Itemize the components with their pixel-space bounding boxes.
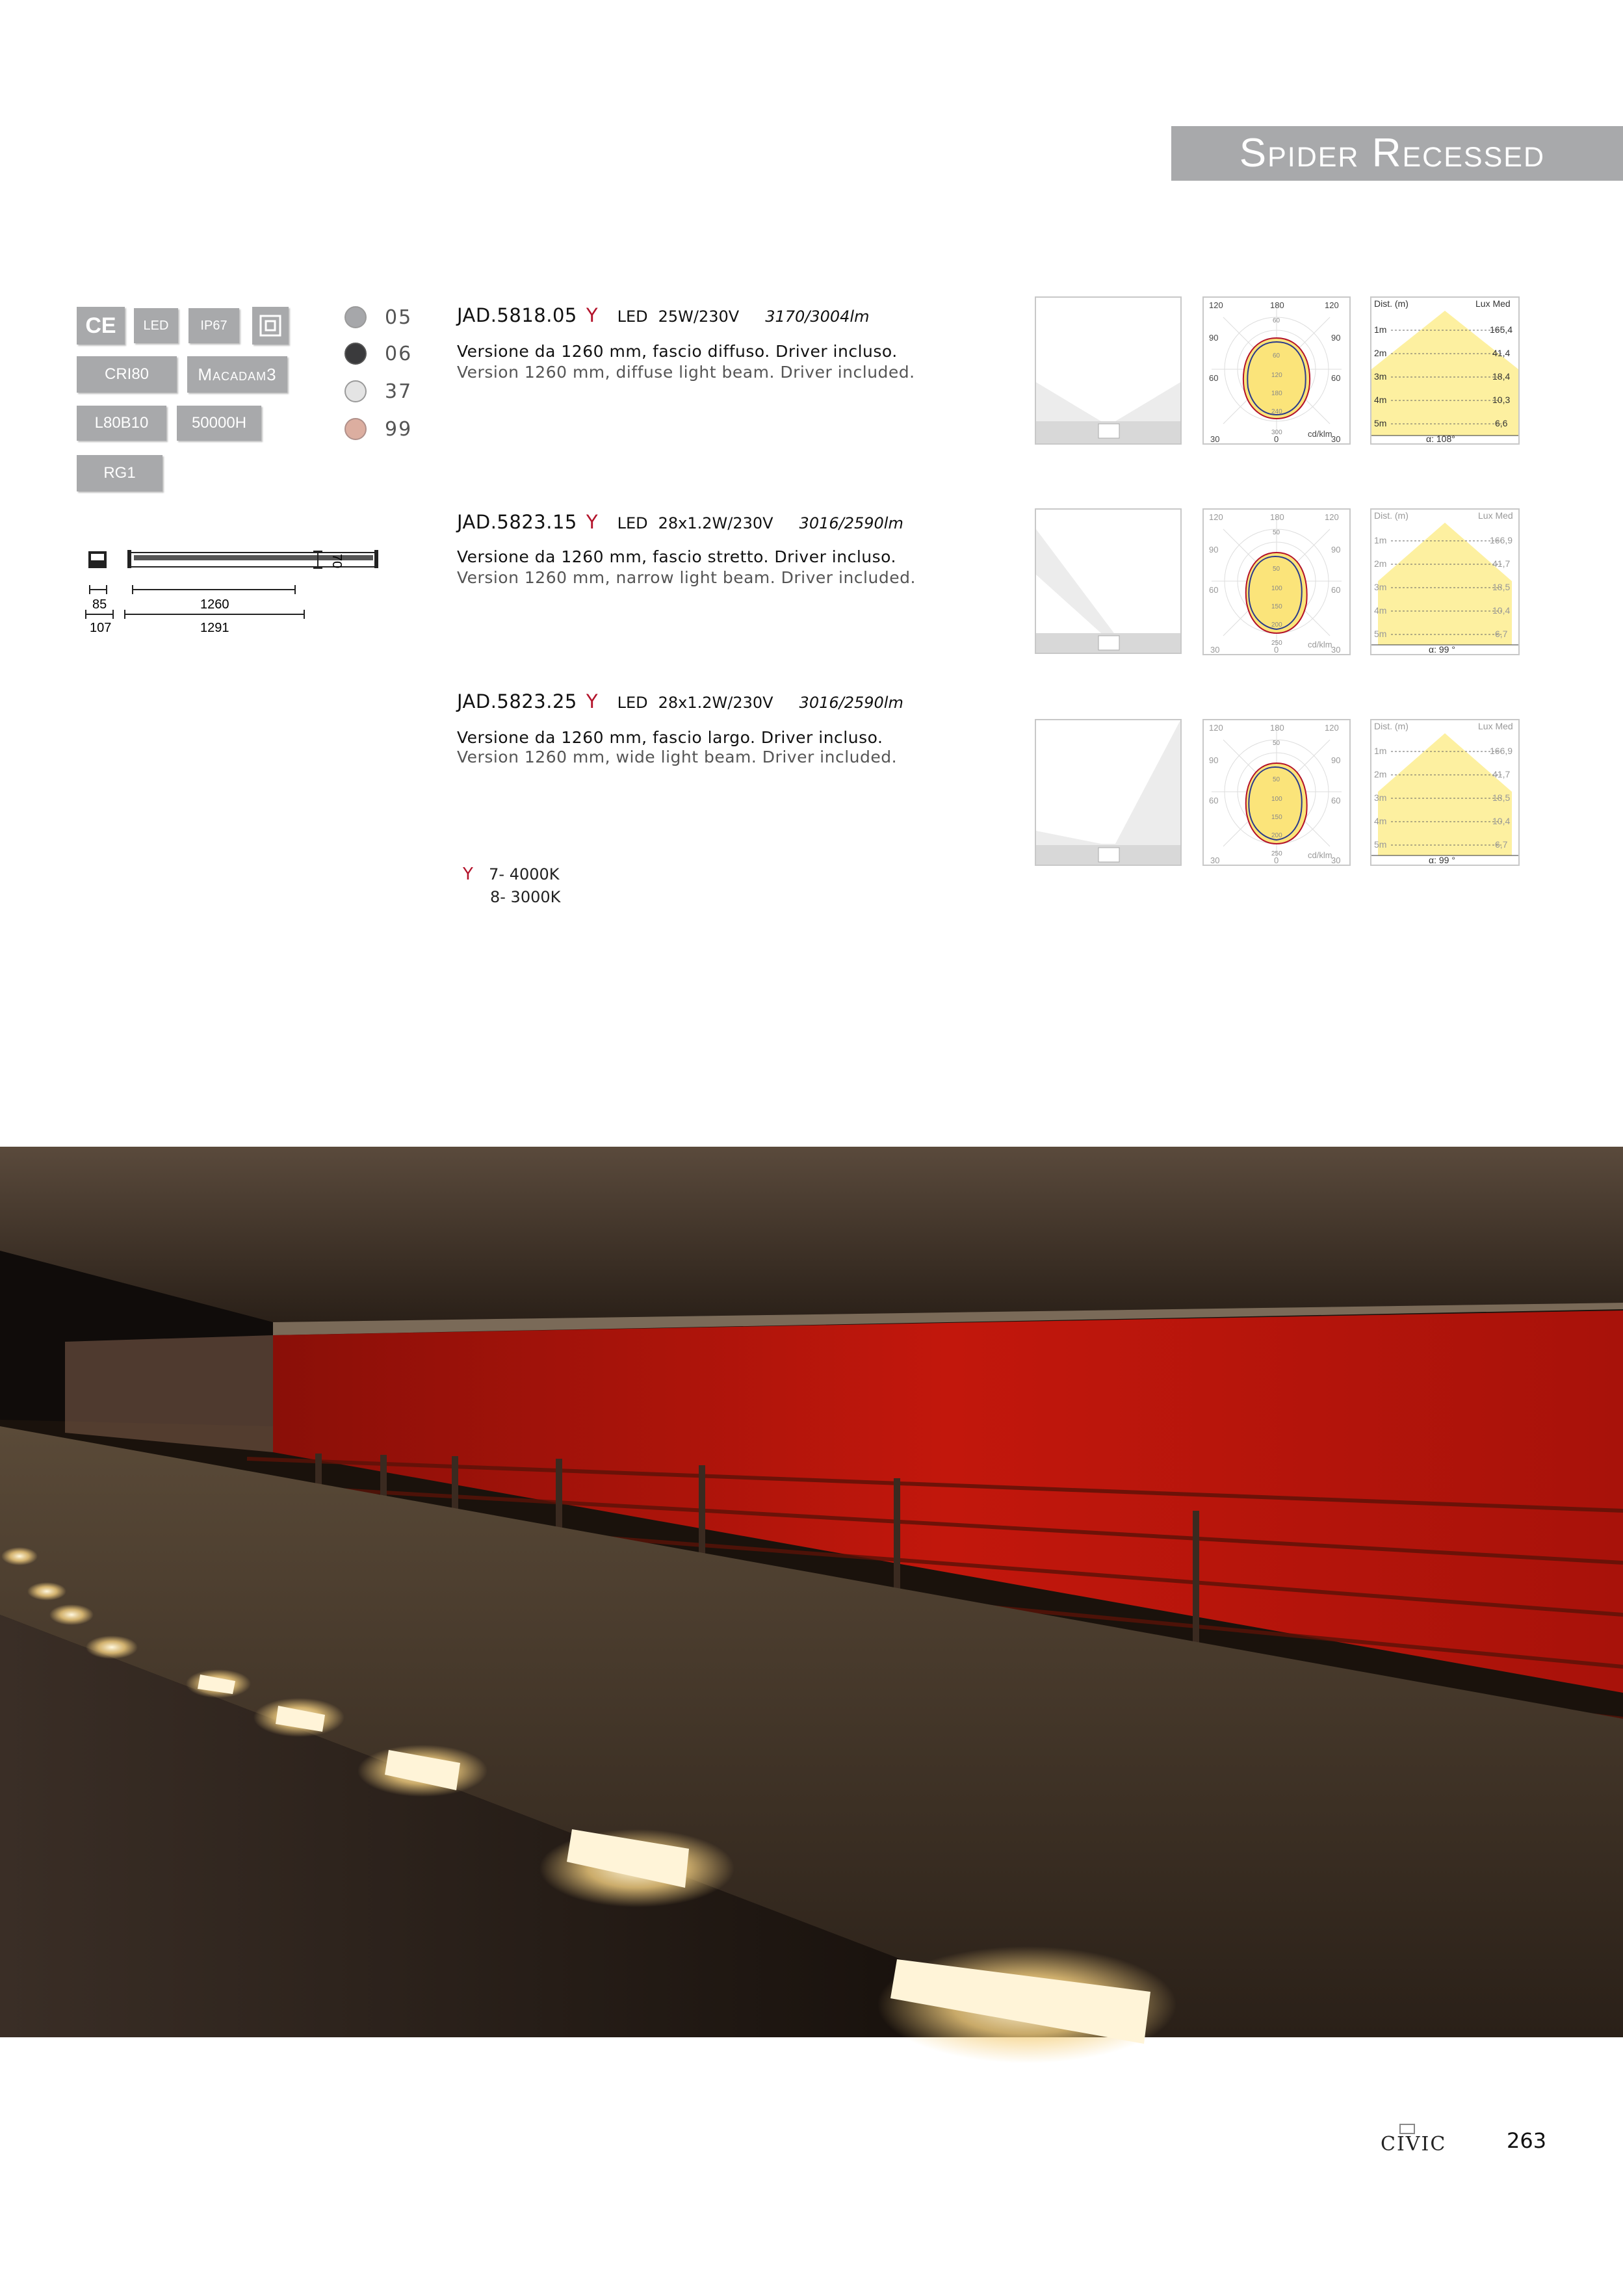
civic-logo	[1381, 2124, 1447, 2157]
svg-text:30: 30	[1331, 645, 1341, 655]
beam-diagram-wide	[1035, 719, 1182, 866]
finish-05: 05	[344, 304, 412, 330]
svg-text:60: 60	[1331, 373, 1341, 383]
page-number: 263	[1507, 2128, 1547, 2153]
finish-swatch	[344, 380, 367, 402]
svg-text:18,4: 18,4	[1492, 371, 1511, 382]
width-label: 85	[92, 597, 107, 612]
svg-text:4m: 4m	[1374, 816, 1387, 826]
svg-text:1m: 1m	[1374, 535, 1387, 545]
svg-text:41,4: 41,4	[1492, 348, 1511, 358]
svg-text:6,7: 6,7	[1495, 629, 1508, 639]
svg-text:200: 200	[1271, 832, 1282, 839]
outer-length-label: 1291	[200, 621, 229, 635]
product-description-it: Versione da 1260 mm, fascio stretto. Driver incluso.	[457, 547, 896, 566]
beam-diagram-diffuse	[1035, 296, 1182, 445]
led-badge: LED	[134, 308, 178, 343]
svg-text:6,7: 6,7	[1495, 839, 1508, 850]
svg-text:180: 180	[1271, 390, 1282, 397]
svg-text:100: 100	[1271, 796, 1282, 803]
svg-text:180: 180	[1270, 300, 1284, 310]
svg-text:3m: 3m	[1374, 371, 1387, 382]
svg-text:5m: 5m	[1374, 629, 1387, 639]
macadam-badge: Macadam3	[187, 356, 287, 393]
finish-swatch	[344, 343, 367, 365]
svg-text:30: 30	[1210, 855, 1220, 865]
svg-text:50: 50	[1273, 566, 1280, 573]
svg-text:120: 120	[1209, 723, 1223, 733]
svg-text:41,7: 41,7	[1492, 769, 1511, 779]
svg-text:50: 50	[1273, 529, 1280, 536]
svg-text:50: 50	[1273, 740, 1280, 747]
length-label: 1260	[200, 597, 229, 612]
svg-text:180: 180	[1270, 723, 1284, 733]
svg-text:10,3: 10,3	[1492, 395, 1511, 405]
svg-text:60: 60	[1209, 796, 1219, 805]
svg-text:10,4: 10,4	[1492, 605, 1511, 616]
polar-diagram	[1202, 719, 1351, 866]
svg-text:30: 30	[1331, 434, 1341, 444]
svg-text:90: 90	[1331, 333, 1341, 343]
svg-text:2m: 2m	[1374, 769, 1387, 779]
svg-text:2m: 2m	[1374, 558, 1387, 569]
finish-swatch	[344, 418, 367, 440]
svg-text:300: 300	[1271, 429, 1282, 436]
svg-text:α: 108°: α: 108°	[1426, 434, 1455, 444]
color-temp-legend: Y 7- 4000K	[463, 865, 560, 884]
svg-text:Dist. (m): Dist. (m)	[1374, 721, 1409, 731]
svg-text:5m: 5m	[1374, 839, 1387, 850]
outer-width-label: 107	[90, 621, 112, 635]
svg-text:166,9: 166,9	[1490, 746, 1513, 756]
svg-text:250: 250	[1271, 640, 1282, 647]
svg-text:90: 90	[1331, 545, 1341, 554]
svg-text:Dist. (m): Dist. (m)	[1374, 298, 1409, 309]
svg-text:60: 60	[1209, 585, 1219, 595]
svg-text:240: 240	[1271, 408, 1282, 415]
svg-text:60: 60	[1209, 373, 1219, 383]
lux-cone-diagram	[1370, 719, 1520, 866]
svg-text:0: 0	[1274, 645, 1279, 655]
svg-text:165,4: 165,4	[1490, 324, 1513, 335]
svg-text:30: 30	[1210, 645, 1220, 655]
product-description-it: Versione da 1260 mm, fascio diffuso. Driver incluso.	[457, 342, 898, 361]
svg-text:60: 60	[1273, 317, 1280, 324]
svg-text:90: 90	[1209, 333, 1219, 343]
finish-06: 06	[344, 341, 412, 367]
product-description-en: Version 1260 mm, wide light beam. Driver included.	[457, 748, 898, 766]
svg-text:3m: 3m	[1374, 792, 1387, 803]
lux-cone-diagram	[1370, 508, 1520, 655]
svg-text:180: 180	[1270, 512, 1284, 522]
svg-text:166,9: 166,9	[1490, 535, 1513, 545]
svg-text:6,6: 6,6	[1495, 418, 1508, 428]
beam-diagram-narrow	[1035, 508, 1182, 654]
color-temp-option: 8- 3000K	[490, 888, 561, 906]
svg-text:60: 60	[1331, 585, 1341, 595]
svg-text:60: 60	[1273, 352, 1280, 359]
product-header: JAD.5823.25 Y LED 28x1.2W/230V 3016/2590lm	[457, 690, 903, 712]
svg-text:30: 30	[1210, 434, 1220, 444]
installation-photo	[0, 1147, 1623, 2037]
polar-diagram	[1202, 296, 1351, 445]
svg-text:100: 100	[1271, 585, 1282, 592]
svg-text:90: 90	[1209, 755, 1219, 765]
svg-text:120: 120	[1209, 512, 1223, 522]
svg-text:50: 50	[1273, 776, 1280, 783]
svg-text:cd/klm: cd/klm	[1308, 850, 1332, 860]
svg-text:90: 90	[1209, 545, 1219, 554]
ce-mark-badge: CE	[77, 307, 125, 345]
svg-text:90: 90	[1331, 755, 1341, 765]
finish-swatch	[344, 306, 367, 328]
dimension-drawing	[78, 546, 351, 637]
product-header: JAD.5818.05 Y LED 25W/230V 3170/3004lm	[457, 304, 870, 326]
page-title-banner	[1171, 126, 1623, 181]
svg-text:150: 150	[1271, 814, 1282, 821]
svg-text:10,4: 10,4	[1492, 816, 1511, 826]
polar-diagram	[1202, 508, 1351, 655]
lux-cone-diagram	[1370, 296, 1520, 445]
svg-text:Lux Med: Lux Med	[1478, 721, 1513, 731]
svg-text:cd/klm: cd/klm	[1308, 429, 1332, 439]
class-ii-icon	[252, 307, 289, 345]
svg-text:2m: 2m	[1374, 348, 1387, 358]
svg-text:120: 120	[1325, 723, 1339, 733]
svg-text:Lux Med: Lux Med	[1478, 510, 1513, 521]
l80b10-badge: L80B10	[77, 406, 166, 441]
brand-name: CIVIC	[1381, 2133, 1447, 2156]
svg-text:18,5: 18,5	[1492, 582, 1511, 592]
svg-text:4m: 4m	[1374, 605, 1387, 616]
product-description-en: Version 1260 mm, narrow light beam. Driver included.	[457, 568, 916, 587]
product-header: JAD.5823.15 Y LED 28x1.2W/230V 3016/2590lm	[457, 511, 903, 533]
rg1-badge: RG1	[77, 455, 162, 491]
svg-text:150: 150	[1271, 603, 1282, 610]
svg-text:250: 250	[1271, 850, 1282, 857]
svg-text:200: 200	[1271, 621, 1282, 629]
cri-badge: CRI80	[77, 356, 177, 393]
svg-text:3m: 3m	[1374, 582, 1387, 592]
svg-text:30: 30	[1331, 855, 1341, 865]
svg-text:0: 0	[1274, 434, 1279, 444]
svg-text:41,7: 41,7	[1492, 558, 1511, 569]
svg-text:60: 60	[1331, 796, 1341, 805]
svg-text:1m: 1m	[1374, 324, 1387, 335]
hours-badge: 50000H	[177, 406, 261, 441]
finish-99: 99	[344, 416, 412, 442]
ip67-badge: IP67	[188, 308, 239, 343]
svg-text:4m: 4m	[1374, 395, 1387, 405]
product-description-en: Version 1260 mm, diffuse light beam. Driver included.	[457, 363, 915, 382]
svg-text:120: 120	[1209, 300, 1223, 310]
page-title: Spider Recessed	[1239, 131, 1545, 176]
finish-37: 37	[344, 378, 412, 404]
height-label: 70	[330, 554, 344, 569]
svg-text:120: 120	[1325, 300, 1339, 310]
product-description-it: Versione da 1260 mm, fascio largo. Driver incluso.	[457, 728, 883, 747]
svg-text:120: 120	[1325, 512, 1339, 522]
svg-text:5m: 5m	[1374, 418, 1387, 428]
svg-text:α: 99 °: α: 99 °	[1429, 855, 1455, 865]
svg-text:1m: 1m	[1374, 746, 1387, 756]
svg-text:cd/klm: cd/klm	[1308, 640, 1332, 649]
svg-text:18,5: 18,5	[1492, 792, 1511, 803]
svg-text:0: 0	[1274, 855, 1279, 865]
svg-text:120: 120	[1271, 372, 1282, 379]
svg-text:Lux Med: Lux Med	[1475, 298, 1511, 309]
svg-text:α: 99 °: α: 99 °	[1429, 644, 1455, 655]
svg-text:Dist. (m): Dist. (m)	[1374, 510, 1409, 521]
